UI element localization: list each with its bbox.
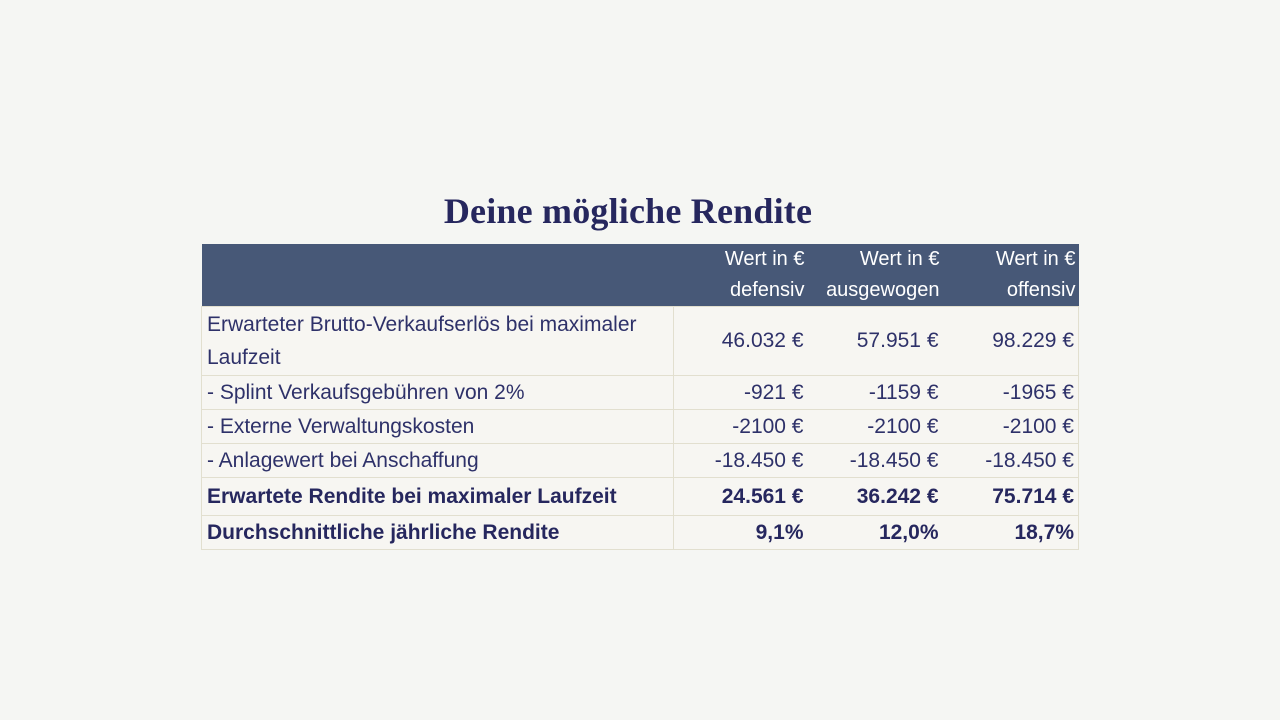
header-label-column	[202, 244, 674, 307]
header-offensiv-line2: offensiv	[1006, 279, 1076, 301]
row-label: Durchschnittliche jährliche Rendite	[202, 516, 674, 550]
cell-offensiv: 18,7%	[943, 516, 1079, 550]
table-row	[202, 410, 1079, 444]
header-defensiv-line2: defensiv	[730, 279, 805, 301]
cell-defensiv: 9,1%	[674, 516, 808, 550]
header-ausgewogen-line1: Wert in €	[859, 248, 940, 270]
page-title: Deine mögliche Rendite	[443, 191, 813, 232]
cell-offensiv: 75.714 €	[943, 478, 1079, 516]
returns-table	[201, 244, 1079, 550]
row-label: - Externe Verwaltungskosten	[202, 410, 674, 444]
table-row	[202, 376, 1079, 410]
cell-defensiv: 46.032 €	[674, 307, 808, 376]
header-defensiv-line1: Wert in €	[724, 248, 805, 270]
cell-offensiv: -2100 €	[943, 410, 1079, 444]
cell-defensiv: 24.561 €	[674, 478, 808, 516]
cell-ausgewogen: 57.951 €	[808, 307, 943, 376]
cell-ausgewogen: -1159 €	[808, 376, 943, 410]
cell-offensiv: 98.229 €	[943, 307, 1079, 376]
cell-offensiv: -18.450 €	[943, 444, 1079, 478]
cell-ausgewogen: -18.450 €	[808, 444, 943, 478]
cell-defensiv: -18.450 €	[674, 444, 808, 478]
cell-defensiv: -921 €	[674, 376, 808, 410]
table-body	[202, 307, 1079, 550]
row-label: - Splint Verkaufsgebühren von 2%	[202, 376, 674, 410]
cell-defensiv: -2100 €	[674, 410, 808, 444]
table-row-annual	[202, 516, 1079, 550]
header-ausgewogen	[808, 244, 943, 307]
cell-ausgewogen: 12,0%	[808, 516, 943, 550]
header-defensiv	[674, 244, 808, 307]
table-row	[202, 307, 1079, 376]
header-ausgewogen-line2: ausgewogen	[826, 279, 940, 301]
header-row	[202, 244, 1079, 307]
cell-ausgewogen: 36.242 €	[808, 478, 943, 516]
table-row-total	[202, 478, 1079, 516]
header-offensiv-line1: Wert in €	[995, 248, 1076, 270]
row-label: Erwartete Rendite bei maximaler Laufzeit	[202, 478, 674, 516]
cell-offensiv: -1965 €	[943, 376, 1079, 410]
cell-ausgewogen: -2100 €	[808, 410, 943, 444]
header-offensiv	[943, 244, 1079, 307]
table-header	[202, 244, 1079, 307]
row-label: Erwarteter Brutto-Verkaufserlös bei maximaler Laufzeit	[202, 307, 674, 376]
row-label: - Anlagewert bei Anschaffung	[202, 444, 674, 478]
table-row	[202, 444, 1079, 478]
